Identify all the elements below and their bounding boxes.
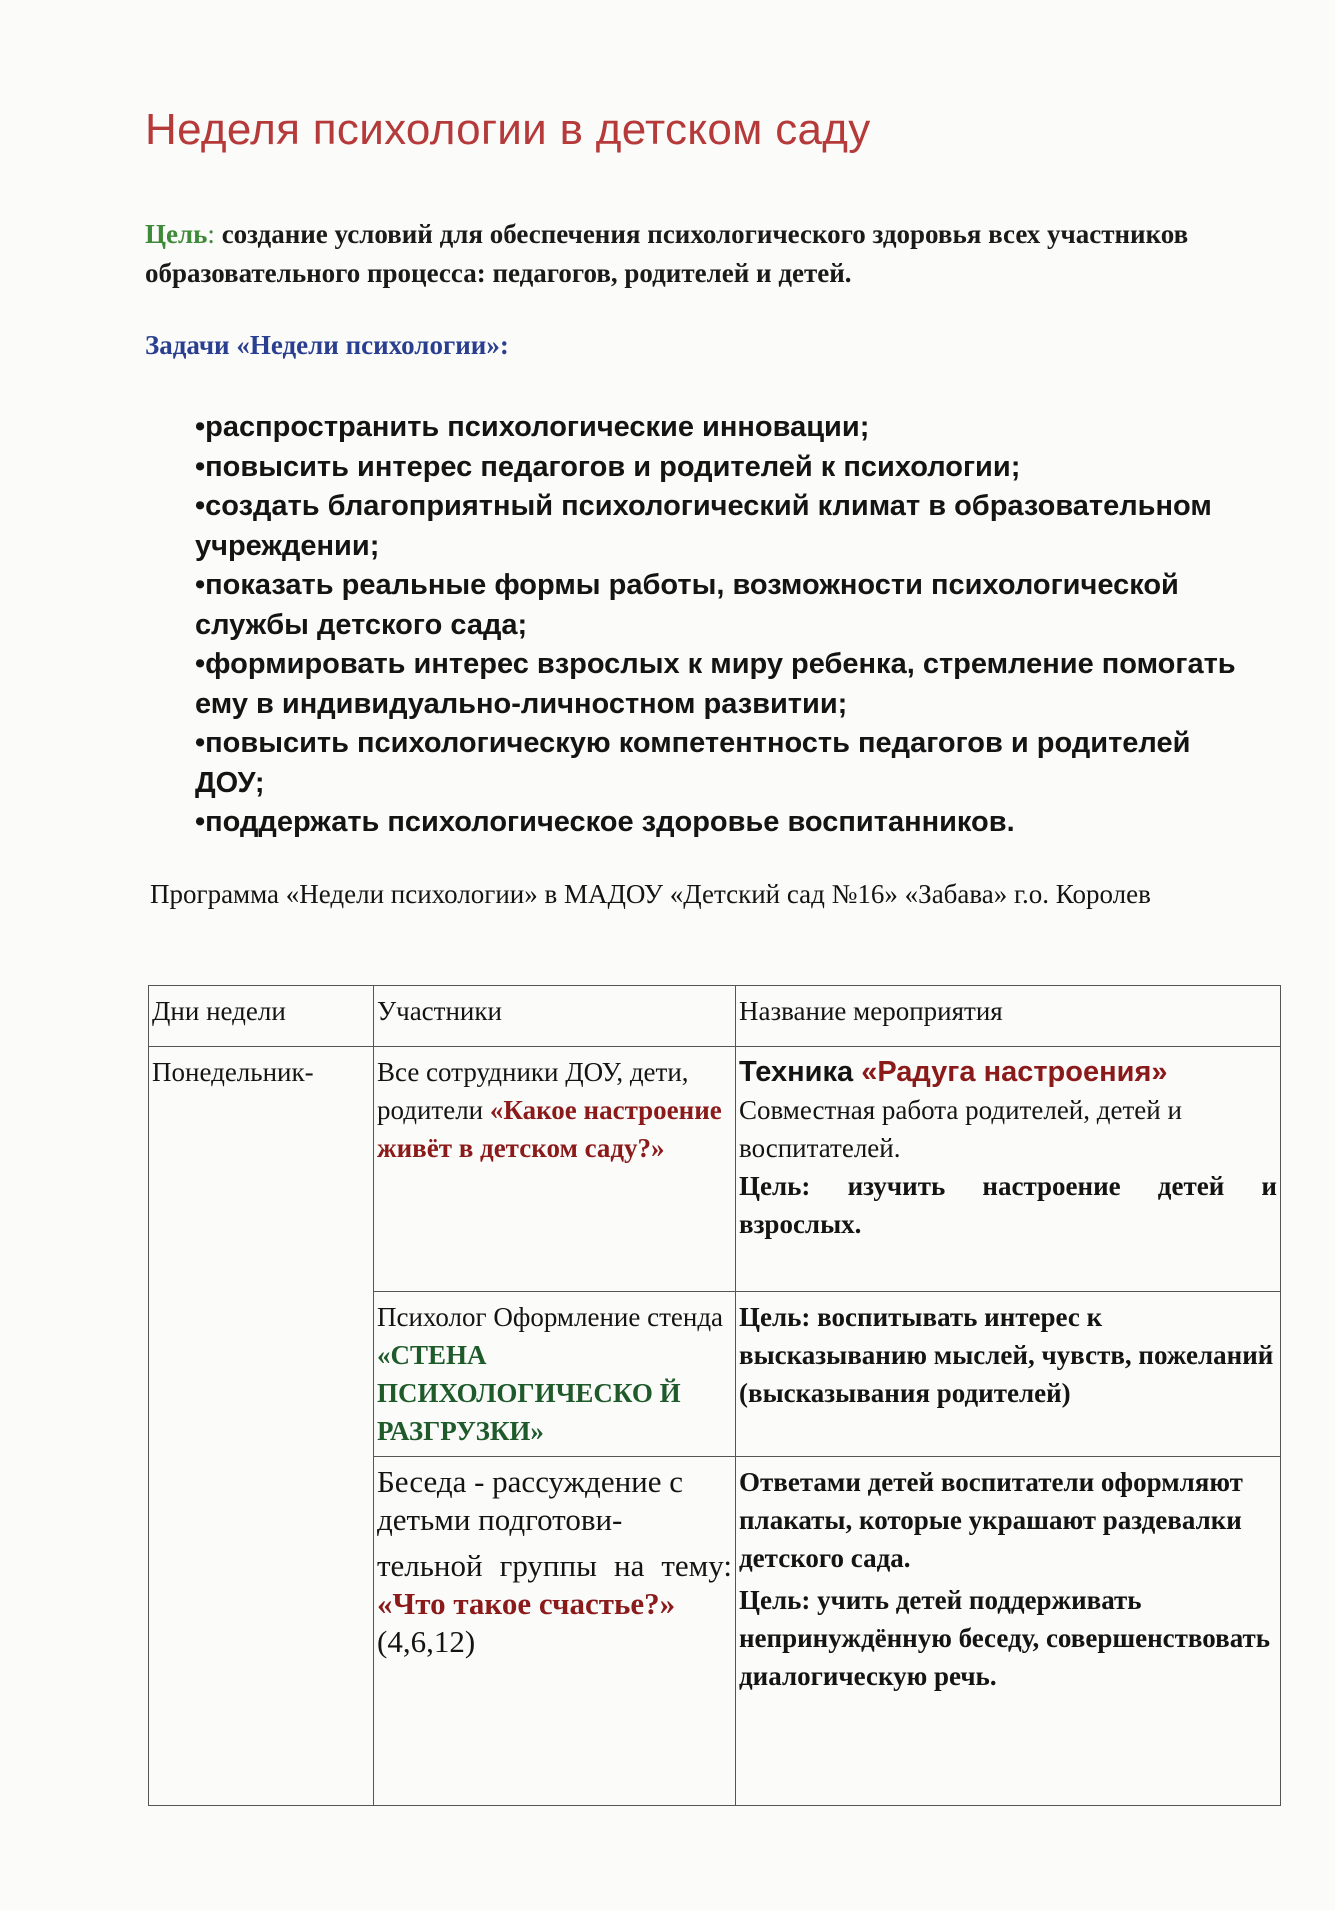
day-cell: Понедельник- (149, 1047, 374, 1806)
participants-highlight: «Какое настроение живёт в детском саду?» (377, 1095, 722, 1163)
task-item: •распространить психологические инновации; (195, 411, 870, 443)
program-line: Программа «Недели психологии» в МАДОУ «Детский сад №16» «Забава» г.о. Королев (150, 879, 1151, 909)
participants-cell (374, 1047, 736, 1292)
participants-text: тельной группы на тему: (377, 1548, 732, 1583)
event-description: Ответами детей воспитатели оформляют плакаты, которые украшают раздевалки детского сада. (739, 1467, 1243, 1573)
participants-refs: (4,6,12) (377, 1624, 476, 1659)
header-days: Дни недели (149, 986, 374, 1047)
goal-colon: : (207, 219, 222, 249)
event-highlight: «Радуга настроения» (861, 1056, 1168, 1088)
task-item: •показать реальные формы работы, возможности психологической службы детского сада; (195, 569, 1179, 641)
event-goal: Цель: изучить настроение детей и взрослых. (739, 1171, 1277, 1239)
participants-cell (374, 1457, 736, 1806)
goal-paragraph (145, 215, 1245, 293)
task-item: •повысить интерес педагогов и родителей к психологии; (195, 450, 1021, 483)
participants-highlight: «Что такое счастье?» (377, 1586, 676, 1621)
header-participants: Участники (374, 986, 736, 1047)
participants-cell (374, 1292, 736, 1457)
participants-text: Все сотрудники ДОУ, дети, родители (377, 1057, 689, 1125)
schedule-table (148, 985, 1281, 1806)
header-event: Название мероприятия (736, 986, 1281, 1047)
task-item: •создать благоприятный психологический климат в образовательном учреждении; (195, 490, 1212, 562)
participants-line: Беседа - рассуждение с детьми подготови- (377, 1464, 684, 1537)
event-cell: Цель: воспитывать интерес к высказыванию мыслей, чувств, пожеланий (высказывания родителей) (736, 1292, 1281, 1457)
event-cell (736, 1457, 1281, 1806)
participants-line (377, 1547, 732, 1623)
table-header-row (149, 986, 1281, 1047)
participants-text: Психолог Оформление стенда (377, 1302, 724, 1332)
tasks-list (195, 408, 1265, 843)
task-item: •повысить психологическую компетентность педагогов и родителей ДОУ; (195, 727, 1191, 799)
task-item: •поддержать психологическое здоровье воспитанников. (195, 806, 1015, 838)
event-cell (736, 1047, 1281, 1292)
goal-text: создание условий для обеспечения психологического здоровья всех участников образовательного процесса: педагогов, родителей и детей. (145, 219, 1189, 288)
goal-label: Цель (145, 219, 208, 249)
participants-highlight: «СТЕНА ПСИХОЛОГИЧЕСКО Й РАЗГРУЗКИ» (377, 1340, 681, 1446)
page-title: Неделя психологии в детском саду (145, 105, 871, 154)
event-prefix: Техника (739, 1056, 862, 1088)
table-row (149, 1047, 1281, 1292)
task-item: •формировать интерес взрослых к миру ребенка, стремление помогать ему в индивидуально-личностном развитии; (195, 648, 1236, 720)
event-description: Совместная работа родителей, детей и воспитателей. (739, 1095, 1182, 1163)
tasks-heading: Задачи «Недели психологии»: (145, 330, 509, 360)
event-goal: Цель: учить детей поддерживать непринуждённую беседу, совершенствовать диалогическую речь. (739, 1585, 1271, 1691)
event-technique (739, 1053, 1277, 1091)
